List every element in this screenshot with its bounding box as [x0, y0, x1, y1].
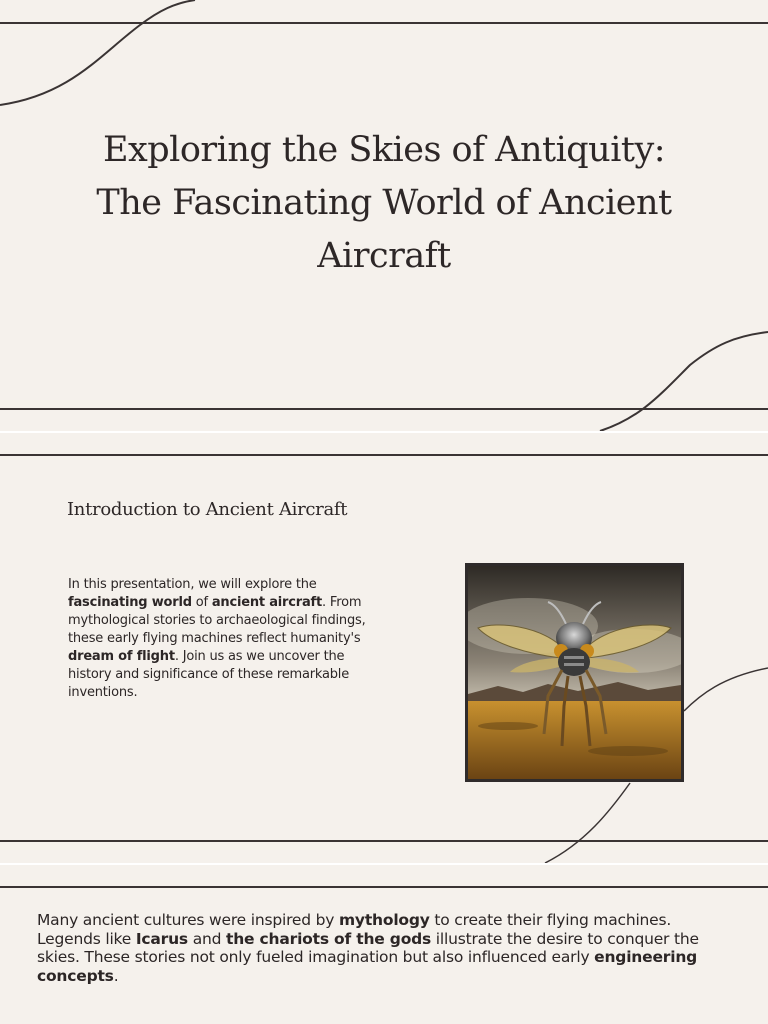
- emphasized-phrase: Icarus: [135, 929, 188, 948]
- mythology-paragraph: [37, 911, 737, 985]
- emphasized-phrase: mythology: [338, 911, 430, 929]
- top-divider-line: [0, 886, 768, 888]
- text-run: to create their flying machines. Legends like: [37, 911, 672, 948]
- text-run: illustrate the desire to conquer the skies. These stories not only fueled imagination but also influenced early: [37, 929, 699, 966]
- text-run: In this presentation, we will explore the: [68, 577, 317, 592]
- text-run: Many ancient cultures were inspired by: [37, 911, 339, 929]
- presentation-title: [40, 124, 728, 283]
- text-run: .: [113, 966, 119, 985]
- text-run: . Join us as we uncover the history and significance of these remarkable inventions.: [68, 649, 350, 700]
- section-heading: Introduction to Ancient Aircraft: [67, 499, 348, 520]
- title-line-2: The Fascinating World of Ancient: [96, 183, 672, 223]
- decorative-curves: [0, 433, 768, 863]
- emphasized-phrase: ancient aircraft: [211, 595, 323, 610]
- top-divider-line: [0, 22, 768, 24]
- title-slide: [0, 0, 768, 431]
- introduction-slide: [0, 433, 768, 863]
- emphasized-phrase: engineering concepts: [37, 948, 698, 985]
- emphasized-phrase: dream of flight: [68, 649, 175, 664]
- emphasized-phrase: fascinating world: [68, 595, 192, 610]
- text-run: of: [191, 595, 212, 610]
- mythology-slide: [0, 865, 768, 1024]
- text-run: and: [187, 929, 226, 948]
- text-run: . From mythological stories to archaeological findings, these early flying machines reflect humanity's: [68, 595, 366, 646]
- title-line-3: Aircraft: [317, 236, 451, 276]
- emphasized-phrase: the chariots of the gods: [225, 929, 432, 948]
- title-line-1: Exploring the Skies of Antiquity:: [102, 130, 666, 170]
- bottom-divider-line: [0, 408, 768, 410]
